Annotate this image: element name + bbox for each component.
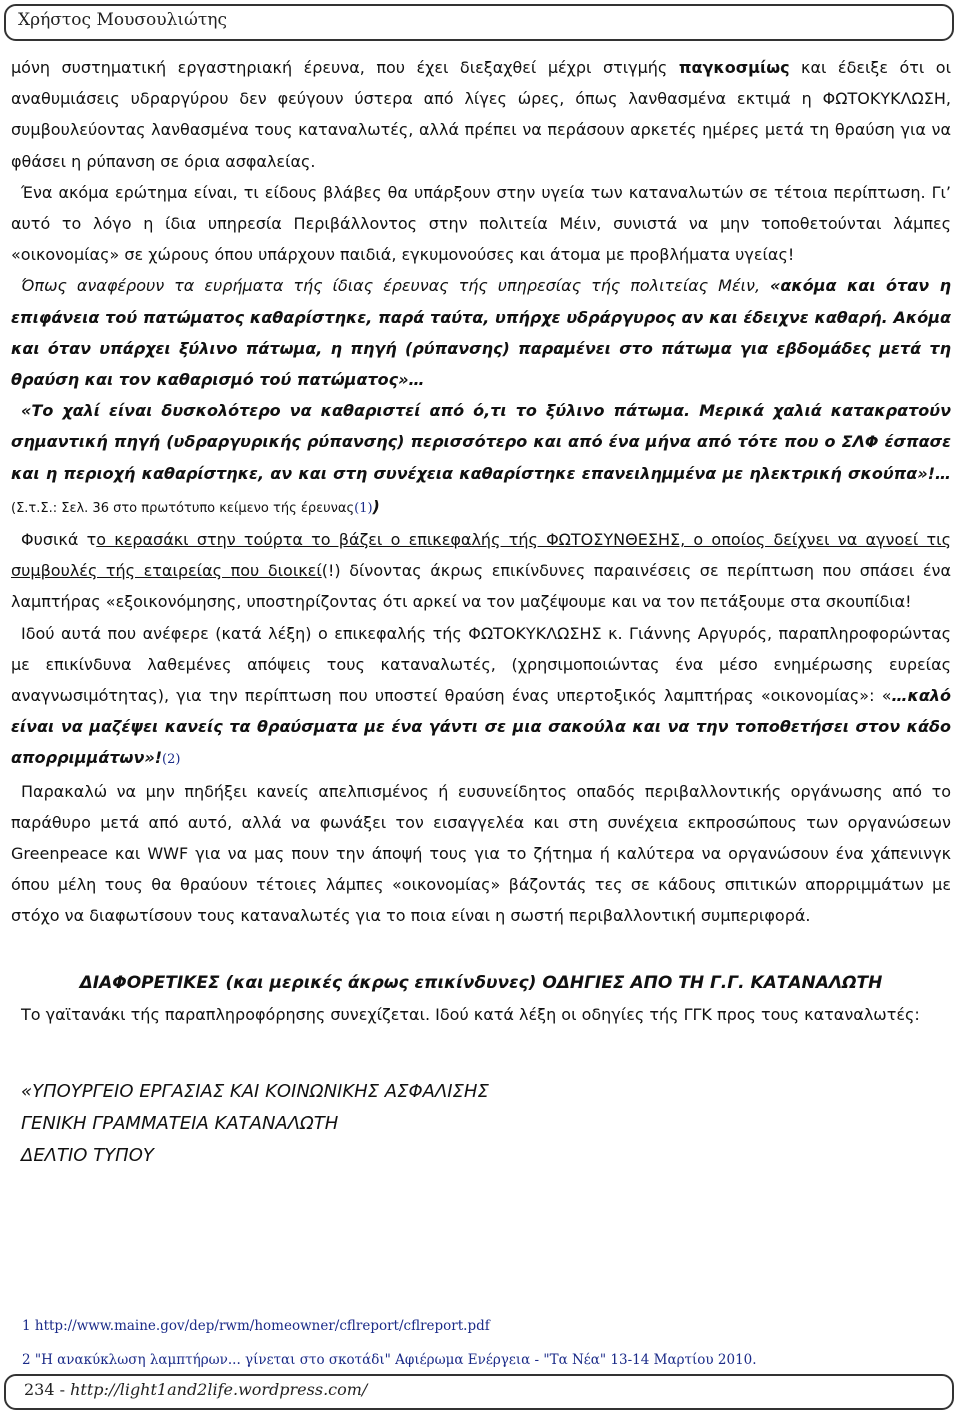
press-line-1: «ΥΠΟΥΡΓΕΙΟ ΕΡΓΑΣΙΑΣ ΚΑΙ ΚΟΙΝΩΝΙΚΗΣ ΑΣΦΑΛΙΣΗΣ (21, 1081, 489, 1103)
p1-text: μόνη συστηματική εργαστηριακή έρευνα, που έχει διεξαχθεί μέχρι στιγμής (11, 58, 679, 77)
p3-bold-italic-2: Ακόμα και όταν υπάρχει ξύλινο πάτωμα, η πηγή (ρύπανσης) παραμένει στο πάτωμα για εβδομάδες μετά τη θραύση και τον καθαρισμό τού πατώματος»… (11, 307, 952, 390)
press-line-2: ΓΕΝΙΚΗ ΓΡΑΜΜΑΤΕΙΑ ΚΑΤΑΝΑΛΩΤΗ (21, 1113, 339, 1135)
footnote-2: 2 "Η ανακύκλωση λαμπτήρων... γίνεται στο σκοτάδι" Αφιέρωμα Ενέργεια - "Τα Νέα" 13-14 Μαρτίου 2010. (22, 1352, 757, 1368)
p4-close: ) (372, 496, 380, 516)
p5-text: Φυσικά τ (21, 530, 97, 550)
press-release-header (11, 1076, 951, 1172)
paragraph-6 (11, 618, 951, 776)
footer (24, 1380, 367, 1399)
press-line-3: ΔΕΛΤΙΟ ΤΥΠΟΥ (21, 1145, 154, 1167)
p3-bold-italic: «ακόμα και όταν η επιφάνεια τού πατώματος καθαρίστηκε, παρά ταύτα, υπήρχε υδράργυρος αν και έδειχνε καθαρή. (11, 276, 951, 327)
footnote-ref-2[interactable]: (2) (162, 752, 181, 768)
p5-underlined: ο κερασάκι στην τούρτα το βάζει ο επικεφαλής τής ΦΩΤΟΣΥΝΘΕΣΗΣ, ο οποίος δείχνει να αγνοεί τις συμβουλές τής εταιρείας που διοικεί (11, 530, 951, 581)
p6-text: Ιδού αυτά που ανέφερε (κατά λέξη) ο επικεφαλής τής ΦΩΤΟΚΥΚΛΩΣΗΣ κ. Γιάννης Αργυρός, παραπληροφορώντας με επικίνδυνα λαθεμένες απόψεις τους καταναλωτές, (χρησιμοποιώντας ένα μέσο ενημέρωσης ευρείας αναγνωσιμότητας), για την περίπτωση που υποστεί θραύση ένας υπερτοξικός λαμπτήρας «οικονομίας»: « (11, 623, 951, 706)
p4-note: (Σ.τ.Σ.: Σελ. 36 στο πρωτότυπο κείμενο τής έρευνας (11, 500, 355, 516)
paragraph-2: Ένα ακόμα ερώτημα είναι, τι είδους βλάβες θα υπάρξουν στην υγεία των καταναλωτών σε τέτοια περίπτωση. Γι’ αυτό το λόγο η ίδια υπηρεσία Περιβάλλοντος στην πολιτεία Μέιν, συνιστά να μην τοποθετούνται λάμπες «οικονομίας» σε χώρους όπου υπάρχουν παιδιά, εγκυμονούσες και άτομα με προβλήματα υγείας! (11, 182, 951, 265)
footnote-ref-1[interactable]: (1) (354, 500, 373, 516)
p4-bold-italic: «Το χαλί είναι δυσκολότερο να καθαριστεί από ό,τι το ξύλινο πάτωμα. Μερικά χαλιά κατακρατούν σημαντική πηγή (υδραργυρικής ρύπανσης) περισσότερο και από ένα μήνα από τότε που ο ΣΛΦ έσπασε και η περιοχή καθαρίστηκε, αν και στη συνέχεια καθαρίστηκε επανειλημμένα με ηλεκτρική σκούπα»!… (11, 401, 951, 483)
paragraph-8: Το γαϊτανάκι τής παραπληροφόρησης συνεχίζεται. Ιδού κατά λέξη οι οδηγίες τής ΓΓΚ προς τους καταναλωτές: (21, 1004, 920, 1024)
paragraph-1 (11, 52, 951, 177)
paragraph-5 (11, 524, 951, 618)
page-number: 234 - (24, 1380, 71, 1399)
paragraph-3 (11, 270, 951, 395)
paragraph-7: Παρακαλώ να μην πηδήξει κανείς απελπισμένος ή ευσυνείδητος οπαδός περιβαλλοντικής οργάνωσης από το παράθυρο μετά από αυτό, αλλά να φωνάξει τον εισαγγελέα και στη συνέχεια εκπροσώπους των οργανώσεων Greenpeace και WWF για να μας πουν την άποψή τους για το ζήτημα ή καλύτερα να οργανώσουν ένα χάπενινγκ όπου μέλη τους θα θραύουν τέτοιες λάμπες «οικονομίας» βάζοντάς τες σε κάδους σπιτικών απορριμμάτων με στόχο να διαφωτίσουν τους καταναλωτές για το ποια είναι η σωστή περιβαλλοντική συμπεριφορά. (11, 781, 951, 926)
p1-bold: παγκοσμίως (678, 58, 790, 77)
paragraph-4 (11, 395, 951, 524)
footer-url[interactable]: http://light1and2life.wordpress.com/ (70, 1380, 368, 1399)
p6-bold-italic: …καλό είναι να μαζέψει κανείς τα θραύσματα με ένα γάντι σε μια σακούλα και να την τοποθετήσει στον κάδο απορριμμάτων»! (11, 686, 951, 768)
p3-italic: Όπως αναφέρουν τα ευρήματα τής ίδιας έρευνας τής υπηρεσίας τής πολιτείας Μέιν, (21, 276, 771, 296)
article-body (11, 52, 951, 1172)
footnote-1[interactable]: 1 http://www.maine.gov/dep/rwm/homeowner/cflreport/cflreport.pdf (22, 1318, 490, 1334)
p1-text-2: και έδειξε ότι οι αναθυμιάσεις υδραργύρου δεν φεύγουν ύστερα από λίγες ώρες, όπως λανθασμένα εκτιμά η ΦΩΤΟΚΥΚΛΩΣΗ, συμβουλεύοντας λανθασμένα τους καταναλωτές, αλλά πρέπει να περάσουν αρκετές ημέρες μετά τη θραύση για να φθάσει η ρύπανση σε όρια ασφαλείας. (11, 58, 952, 171)
p5-text-2: (!) δίνοντας άκρως επικίνδυνες παραινέσεις σε περίπτωση που σπάσει ένα λαμπτήρας «εξοικονόμησης, υποστηρίζοντας ότι αρκεί να τον μαζέψουμε και να τον πετάξουμε στα σκουπίδια! (11, 561, 951, 612)
header-author: Χρήστος Μουσουλιώτης (18, 10, 228, 30)
section-heading: ΔΙΑΦΟΡΕΤΙΚΕΣ (και μερικές άκρως επικίνδυνες) ΟΔΗΓΙΕΣ ΑΠΟ ΤΗ Γ.Γ. ΚΑΤΑΝΑΛΩΤΗ (79, 972, 883, 993)
